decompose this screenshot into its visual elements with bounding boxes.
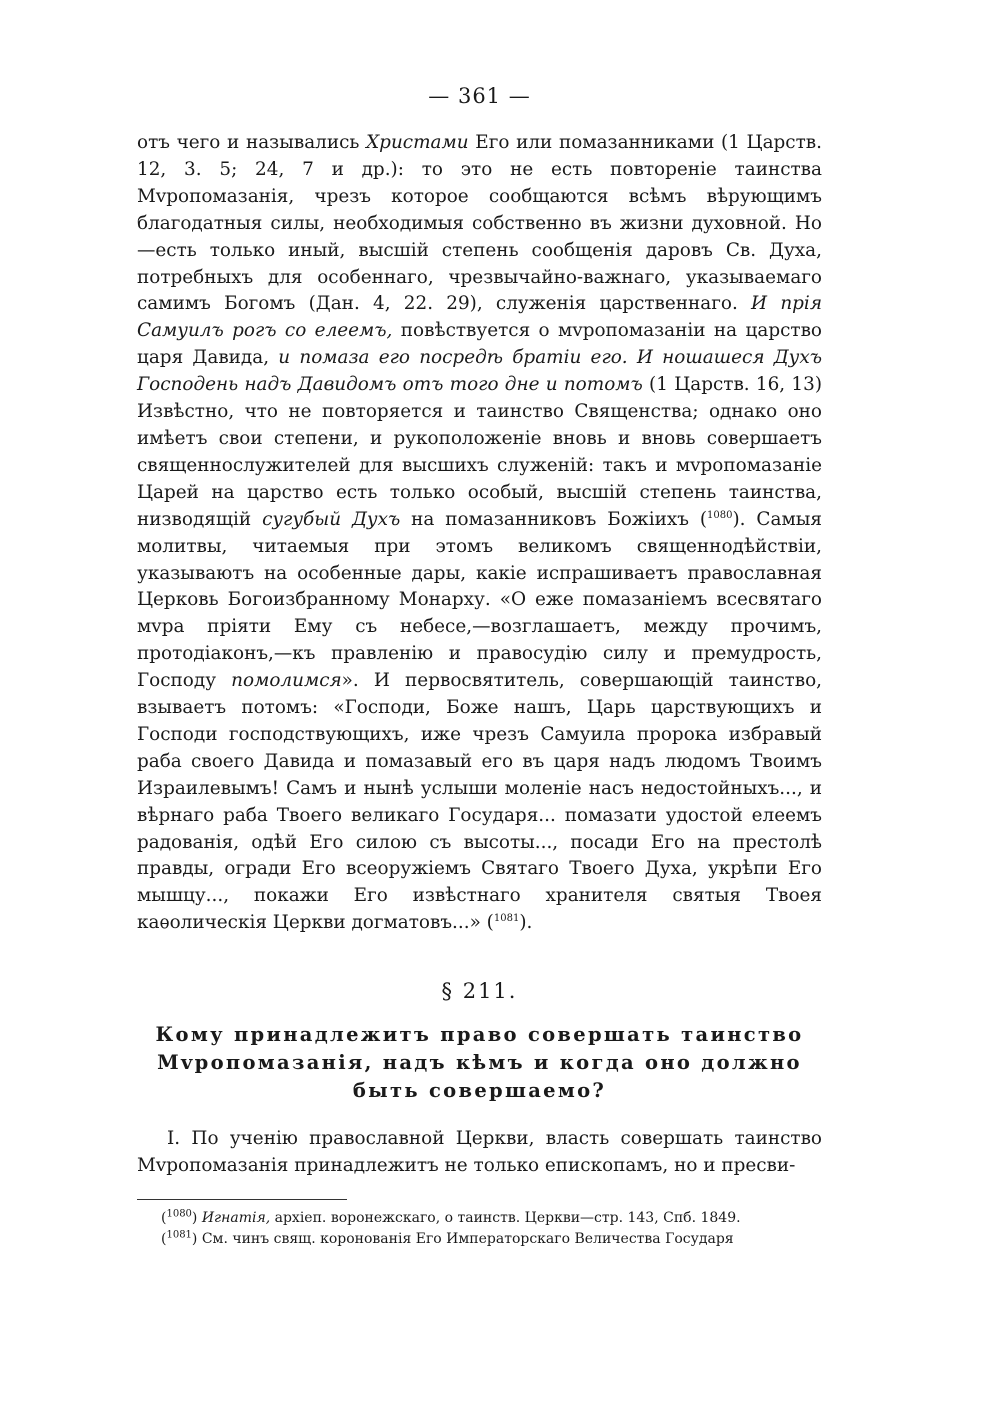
footnote-text: архіеп. воронежскаго, о таинств. Церкви—стр. 143, Спб. 1849. bbox=[270, 1210, 741, 1227]
text-run: ». И первосвятитель, совершающій таинство, взываетъ потомъ: «Господи, Боже нашъ, Царь царствующихъ и Господи господствующихъ, иже чрезъ Самуила пророка избравый раба своего Давида и помазавый его въ царя надъ людомъ Твоимъ Израилевымъ! Самъ и нынѣ услыши моленіе насъ недостойныхъ..., и вѣрнаго раба Твоего великаго Государя... помазати удостой елеемъ радованія, одѣй Его силою съ высоты..., посади Его на престолѣ правды, огради Его всеоружіемъ Святаго Твоего Духа, укрѣпи Его мышцу..., покажи Его извѣстнаго хранителя святыя Твоея каѳолическія Церкви догматовъ...» ( bbox=[137, 670, 823, 934]
footnote-ref-1081[interactable]: 1081 bbox=[493, 913, 520, 925]
footnote-1080: ($^{1080}$) Игнатія, архіеп. воронежскаго, о таинств. Церкви—стр. 143, Спб. 1849. bbox=[161, 1208, 741, 1227]
body-paragraph bbox=[137, 130, 822, 937]
section-heading: Кому принадлежитъ право совершать таинство Мvропомазанія, надъ кѣмъ и когда оно должно быть совершаемо? bbox=[155, 1023, 804, 1103]
section-number: § 211. bbox=[441, 979, 518, 1004]
italic-run: И прія Самуилъ рогъ со елеемъ, bbox=[137, 293, 822, 342]
text-run: (1 Царств. 16, 13) Извѣстно, что не повторяется и таинство Священства; однако оно имѣетъ свои степени, и рукоположеніе вновь и вновь совершаетъ священнослужителей для высшихъ служеній: такъ и мvропомазаніе Царей на царство есть только особый, высшій степень таинства, низводящій bbox=[137, 374, 822, 530]
text-run: отъ чего и назывались bbox=[137, 132, 367, 153]
footnote-number: 1081 bbox=[166, 1229, 192, 1241]
text-run: Его или помазанниками (1 Царств. 12, 3. 5; 24, 7 и др.): то это не есть повтореніе таинства Мvропомазанія, чрезъ которое сообщаются всѣмъ вѣрующимъ благодатныя силы, необходимыя собственно въ жизни духовной. Но—есть только иный, высшій степень сообщенія даровъ Св. Духа, потребныхъ для особеннаго, чрезвычайно-важнаго, указываемаго самимъ Богомъ (Дан. 4, 22. 29), служенія царственнаго. bbox=[137, 132, 822, 315]
page bbox=[137, 84, 822, 1250]
footnote-italic: Игнатія, bbox=[201, 1210, 271, 1227]
page-number: — 361 — bbox=[428, 84, 531, 108]
footnote-1081: ($^{1081}$) См. чинъ свящ. коронованія Его Императорскаго Величества Государя bbox=[161, 1229, 734, 1248]
section-paragraph: I. По ученію православной Церкви, власть совершать таинство Мvропомазанія принадлежитъ не только епископамъ, но и пресви- bbox=[137, 1128, 822, 1177]
italic-run: сугубый Духъ bbox=[262, 508, 401, 530]
footnote-number: 1080 bbox=[166, 1208, 192, 1220]
text-run: на помазанниковъ Божіихъ ( bbox=[400, 508, 708, 530]
italic-run: Христами bbox=[366, 132, 469, 153]
italic-run: помолимся bbox=[231, 670, 342, 692]
text-run: повѣствуется о мvропомазаніи на царство царя Давида, bbox=[137, 320, 822, 369]
text-run: ). Самыя молитвы, читаемыя при этомъ великомъ священнодѣйствіи, указываютъ на особенные дары, какіе испрашиваетъ православная Церковь Богоизбранному Монарху. «О еже помазаніемъ всесвятаго мvра пріяти Ему съ небесе,—возглашаетъ, между прочимъ, протодіаконъ,—къ правленію и правосудію силу и премудрость, Господу bbox=[137, 508, 822, 692]
footnote-text: См. чинъ свящ. коронованія Его Императорскаго Величества Государя bbox=[197, 1231, 734, 1248]
footnote-ref-1080[interactable]: 1080 bbox=[707, 509, 733, 521]
text-run: ). bbox=[519, 912, 533, 934]
footnote-divider bbox=[137, 1199, 347, 1200]
italic-run: и помаза его посредѣ братіи его. И ношашеся Духъ Господень надъ Давидомъ отъ того дне и потомъ bbox=[137, 347, 822, 396]
